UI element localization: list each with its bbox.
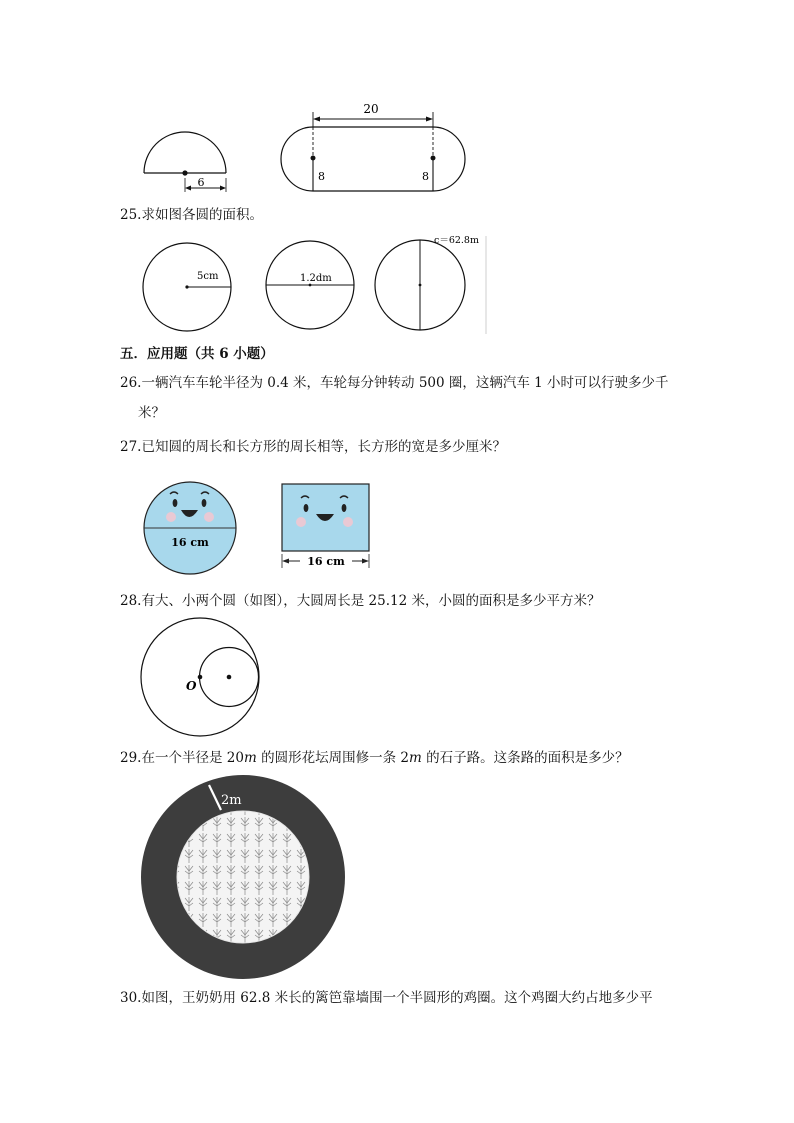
q28-number: 28.	[120, 593, 142, 609]
q28-figure	[0, 600, 794, 745]
q25-circle-3-label: c＝62.8m	[434, 235, 479, 246]
arrow-head-left	[185, 186, 191, 191]
q30-line	[120, 988, 653, 1008]
arrow-head-right	[220, 186, 226, 191]
q29-text-c: 的石子路。这条路的面积是多少？	[421, 750, 629, 766]
q29-unit-2: m	[408, 750, 422, 766]
q29-figure	[0, 775, 794, 980]
q29-number: 29.	[120, 750, 142, 766]
q29-unit-1: m	[243, 750, 257, 766]
q30-text: 如图，王奶奶用 62.8 米长的篱笆靠墙围一个半圆形的鸡圈。这个鸡圈大约占地多少平	[141, 990, 653, 1006]
track-shape	[281, 127, 465, 191]
track-right-dot	[431, 156, 436, 161]
q25-line	[120, 205, 263, 225]
q30-number: 30.	[120, 990, 142, 1006]
section-title: 五．应用题（共 6 小题）	[120, 346, 274, 362]
track-right-label: 8	[422, 170, 429, 183]
q26-line1	[120, 373, 669, 393]
q25-text: 求如图各圆的面积。	[141, 207, 263, 223]
q27-circle-label: 16 cm	[171, 536, 209, 549]
q26-number: 26.	[120, 375, 142, 391]
q27-figures	[0, 470, 794, 580]
q27-line	[120, 437, 506, 457]
q28-small-center-dot	[227, 675, 232, 680]
track-left-dot	[311, 156, 316, 161]
q27-number: 27.	[120, 439, 142, 455]
q27-rect-label: 16 cm	[307, 555, 345, 568]
q25-figures	[0, 230, 794, 340]
track-left-label: 8	[318, 170, 325, 183]
q29-radius-value: 20	[226, 750, 244, 766]
top-figures	[0, 0, 794, 200]
q29-line	[120, 748, 629, 768]
q29-ring-label: 2m	[221, 793, 242, 808]
q29-text-b: 的圆形花坛周围修一条	[256, 750, 401, 766]
q25-circle-1-label: 5cm	[197, 271, 219, 282]
semicircle-shape	[144, 132, 226, 173]
semicircle-center-dot	[182, 170, 187, 175]
q29-text-a: 在一个半径是	[141, 750, 227, 766]
q26-text-1: 一辆汽车车轮半径为 0.4 米，车轮每分钟转动 500 圈，这辆汽车 1 小时可以行驶多少千	[141, 375, 669, 391]
q28-text: 有大、小两个圆（如图），大圆周长是 25.12 米，小圆的面积是多少平方米？	[141, 593, 601, 609]
q25-circle-2-label: 1.2dm	[300, 273, 332, 284]
q26-line2: 米？	[138, 405, 165, 421]
q29-flower-bed	[177, 811, 309, 943]
track-width-label: 20	[363, 102, 379, 116]
semicircle-label: 6	[197, 176, 205, 189]
q25-number: 25.	[120, 207, 142, 223]
q27-text: 已知圆的周长和长方形的周长相等，长方形的宽是多少厘米？	[141, 439, 506, 455]
q28-big-center-dot	[198, 675, 203, 680]
q28-center-label: O	[186, 679, 197, 693]
q29-width-value: 2	[400, 750, 409, 766]
